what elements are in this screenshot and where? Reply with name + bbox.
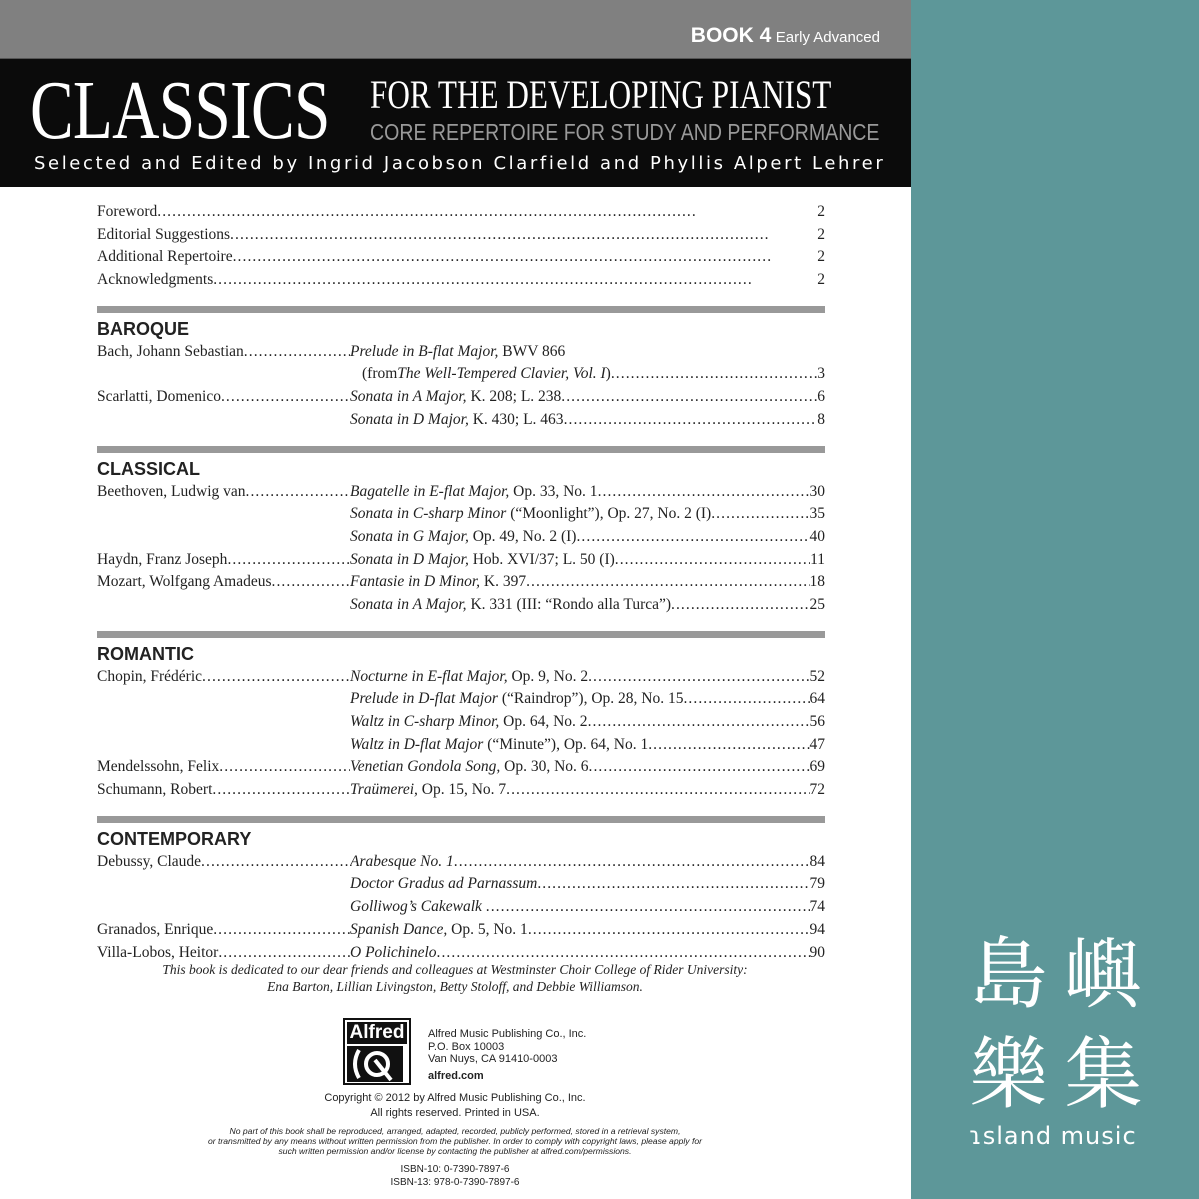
toc-entry <box>97 549 825 572</box>
dot-leader <box>213 269 817 292</box>
dot-leader <box>219 756 350 779</box>
title-rest: FOR THE DEVELOPING PIANIST <box>370 72 832 117</box>
page-number: 40 <box>809 527 825 545</box>
dot-leader <box>246 481 350 504</box>
composer-name: Chopin, Frédéric <box>97 667 203 685</box>
table-of-contents <box>97 201 825 964</box>
toc-entry <box>97 246 825 269</box>
toc-entry <box>97 688 825 711</box>
dot-leader <box>561 386 817 409</box>
composer-name: Bach, Johann Sebastian <box>97 342 244 360</box>
publisher-name: Alfred Music Publishing Co., Inc. <box>428 1028 587 1040</box>
page-number: 18 <box>809 573 825 591</box>
dot-leader <box>202 666 350 689</box>
legal-line: such written permission and/or license by contacting the publisher at alfred.com/permissions. <box>278 1146 632 1156</box>
work-title: Bagatelle in E-flat Major, <box>350 482 510 500</box>
work-title: Sonata in D Major, <box>350 410 469 428</box>
toc-entry <box>97 851 825 874</box>
composer-cell <box>97 896 350 919</box>
composer-cell <box>97 688 350 711</box>
alfred-logo <box>343 1018 411 1085</box>
page-number: 11 <box>810 550 825 568</box>
dot-leader <box>648 734 809 757</box>
dot-leader <box>588 666 809 689</box>
work-cell <box>350 919 825 942</box>
toc-entry <box>97 711 825 734</box>
work-title: Sonata in A Major, <box>350 595 467 613</box>
work-prefix: (from <box>362 365 398 383</box>
work-title: Waltz in C-sharp Minor, <box>350 713 500 730</box>
isbn-13: ISBN-13: 978-0-7390-7897-6 <box>390 1177 520 1188</box>
toc-entry <box>97 896 825 919</box>
dedication-line: Ena Barton, Lillian Livingston, Betty Stoloff, and Debbie Williamson. <box>267 979 643 994</box>
work-cell <box>350 571 825 594</box>
composer-cell <box>97 549 350 572</box>
dot-leader <box>233 246 818 269</box>
dot-leader <box>564 409 818 432</box>
toc-entry <box>97 409 825 432</box>
island-music-panel <box>911 0 1199 1199</box>
toc-entry <box>97 734 825 757</box>
title-main: CLASSICS <box>30 64 330 157</box>
dot-leader <box>221 386 350 409</box>
work-title: O Polichinelo <box>350 943 437 961</box>
dot-leader <box>486 896 810 919</box>
page-number: 56 <box>809 713 825 730</box>
entry-line <box>97 246 825 269</box>
page-number: 64 <box>809 690 825 708</box>
composer-cell <box>97 503 350 526</box>
work-cell <box>350 481 825 504</box>
composer-name: Granados, Enrique <box>97 920 214 938</box>
page-number: 8 <box>817 410 825 428</box>
toc-entry <box>97 386 825 409</box>
work-cell <box>350 756 825 779</box>
work-cell <box>350 594 825 617</box>
work-cell <box>350 896 825 919</box>
dot-leader <box>157 201 817 224</box>
section-heading: CLASSICAL <box>97 458 200 479</box>
page-number: 25 <box>809 595 825 613</box>
dot-leader <box>711 503 809 526</box>
toc-entry <box>97 481 825 504</box>
work-cell <box>350 734 825 757</box>
section-heading: CONTEMPORARY <box>97 828 252 849</box>
section-divider <box>97 306 825 313</box>
logo-char: 集 <box>1064 1030 1143 1120</box>
work-details: (“Moonlight”), Op. 27, No. 2 (I) <box>506 505 712 523</box>
page-number: 52 <box>809 667 825 685</box>
work-details: Op. 9, No. 2 <box>507 667 589 685</box>
clef-icon <box>345 1046 405 1082</box>
rights: All rights reserved. Printed in USA. <box>370 1107 540 1119</box>
composer-name: Haydn, Franz Joseph <box>97 550 228 568</box>
work-details: K. 430; L. 463 <box>468 410 564 428</box>
page-number: 90 <box>809 943 825 961</box>
composer-name: Beethoven, Ludwig van <box>97 482 246 500</box>
work-cell <box>350 851 825 874</box>
work-details: K. 331 (III: “Rondo alla Turca”) <box>466 595 672 613</box>
work-cell <box>350 341 825 364</box>
work-details: K. 397 <box>480 573 527 591</box>
toc-entry <box>97 224 825 247</box>
work-details: Op. 64, No. 2 <box>499 713 588 730</box>
dot-leader <box>588 711 810 734</box>
composer-name: Schumann, Robert <box>97 781 213 799</box>
work-title: The Well-Tempered Clavier, Vol. I <box>397 365 606 383</box>
composer-cell <box>97 711 350 734</box>
island-music-logo <box>961 925 1151 1125</box>
work-title: Arabesque No. 1 <box>350 852 454 870</box>
page-number: 3 <box>817 365 825 383</box>
composer-cell <box>97 756 350 779</box>
logo-char: 嶼 <box>1064 930 1143 1020</box>
legal-notice <box>90 1126 820 1156</box>
work-cell <box>350 688 825 711</box>
section-heading: ROMANTIC <box>97 643 194 664</box>
copyright-block <box>90 1091 820 1121</box>
work-title: Sonata in D Major, <box>350 550 469 568</box>
section-divider <box>97 446 825 453</box>
composer-name: Mozart, Wolfgang Amadeus <box>97 573 272 591</box>
entry-label: Additional Repertoire <box>97 248 233 266</box>
work-cell <box>350 549 825 572</box>
section-classical <box>97 446 825 617</box>
page-number: 6 <box>817 388 825 406</box>
section-divider <box>97 631 825 638</box>
dot-leader <box>454 851 810 874</box>
work-details: Hob. XVI/37; L. 50 (I) <box>468 550 615 568</box>
logo-english: ɿsland music <box>969 1122 1137 1150</box>
page-number: 2 <box>817 248 825 266</box>
composer-cell <box>97 779 350 802</box>
alfred-logo-text: Alfred <box>347 1022 407 1044</box>
page-number: 35 <box>809 505 825 523</box>
section-heading: BAROQUE <box>97 318 190 339</box>
page-number: 2 <box>817 225 825 243</box>
composer-cell <box>97 666 350 689</box>
toc-entry <box>97 269 825 292</box>
entry-label: Acknowledgments <box>97 271 214 289</box>
composer-cell <box>97 363 350 386</box>
composer-cell <box>97 734 350 757</box>
work-title: Prelude in D-flat Major <box>350 690 498 708</box>
book-number: BOOK 4 <box>690 24 772 47</box>
composer-cell <box>97 526 350 549</box>
section-romantic <box>97 631 825 802</box>
work-cell <box>350 779 825 802</box>
work-cell <box>350 409 825 432</box>
dot-leader <box>589 756 810 779</box>
dot-leader <box>683 688 809 711</box>
dot-leader <box>201 851 350 874</box>
level-label: Early Advanced <box>775 29 880 46</box>
toc-entry <box>97 873 825 896</box>
dot-leader <box>244 341 350 364</box>
work-details: (“Minute”), Op. 64, No. 1 <box>483 735 649 753</box>
legal-line: No part of this book shall be reproduced, arranged, adapted, recorded, publicly performed, stored in a retrieval system, <box>229 1126 681 1136</box>
toc-entry <box>97 756 825 779</box>
dot-leader <box>537 873 809 896</box>
page-number: 84 <box>809 852 825 870</box>
toc-entry <box>97 666 825 689</box>
book-level <box>691 24 880 48</box>
dot-leader <box>615 549 810 572</box>
work-cell <box>350 711 825 734</box>
work-cell <box>350 386 825 409</box>
isbn-block <box>90 1163 820 1189</box>
work-details: Op. 33, No. 1 <box>509 482 598 500</box>
work-cell <box>350 503 825 526</box>
dot-leader <box>212 779 350 802</box>
dot-leader <box>611 363 817 386</box>
dedication <box>90 961 820 995</box>
work-title: Sonata in G Major, <box>350 527 469 545</box>
page-number: 79 <box>809 875 825 893</box>
composer-name: Villa-Lobos, Heitor <box>97 943 219 961</box>
dot-leader <box>272 571 350 594</box>
work-title: Waltz in D-flat Major <box>350 735 484 753</box>
composer-cell <box>97 571 350 594</box>
work-title: Doctor Gradus ad Parnassum <box>350 875 538 893</box>
work-details: Op. 49, No. 2 (I) <box>468 527 577 545</box>
subtitle: CORE REPERTOIRE FOR STUDY AND PERFORMANCE <box>370 119 880 145</box>
publisher-city: Van Nuys, CA 91410-0003 <box>428 1053 558 1065</box>
page-number: 2 <box>817 271 825 289</box>
dot-leader <box>671 594 809 617</box>
isbn-10: ISBN-10: 0-7390-7897-6 <box>400 1164 510 1175</box>
composer-cell <box>97 386 350 409</box>
composer-cell <box>97 919 350 942</box>
work-title: Sonata in A Major, <box>350 388 467 406</box>
composer-cell <box>97 851 350 874</box>
toc-entry <box>97 571 825 594</box>
section-baroque <box>97 306 825 432</box>
publisher-web[interactable]: alfred.com <box>428 1069 484 1082</box>
page-number: 47 <box>809 735 825 753</box>
dot-leader <box>526 571 809 594</box>
work-title: Golliwog’s Cakewalk <box>350 898 482 916</box>
work-cell <box>350 526 825 549</box>
work-cell <box>350 363 825 386</box>
legal-line: or transmitted by any means without written permission from the publisher. In order to comply with copyright laws, please apply for <box>207 1136 703 1146</box>
work-cell <box>350 873 825 896</box>
publisher-address <box>428 1028 586 1082</box>
work-cell <box>350 666 825 689</box>
composer-name: Scarlatti, Domenico <box>97 388 221 406</box>
composer-name: Debussy, Claude <box>97 852 202 870</box>
dot-leader <box>528 919 810 942</box>
page-number: 2 <box>817 203 825 220</box>
section-contemporary <box>97 816 825 964</box>
entry-line <box>97 224 825 247</box>
work-details: BWV 866 <box>498 342 566 360</box>
page-number: 30 <box>809 482 825 500</box>
logo-char: 島 <box>969 930 1048 1020</box>
section-divider <box>97 816 825 823</box>
toc-entry <box>97 503 825 526</box>
toc-entry <box>97 201 825 224</box>
logo-char: 樂 <box>969 1030 1048 1120</box>
work-details: Op. 15, No. 7 <box>417 781 507 799</box>
entry-line <box>97 269 825 292</box>
work-details: ) <box>605 365 611 383</box>
publisher-box: P.O. Box 10003 <box>428 1040 505 1053</box>
work-details: K. 208; L. 238 <box>466 388 562 406</box>
dedication-line: This book is dedicated to our dear friends and colleagues at Westminster Choir College of Rider University: <box>162 962 748 977</box>
toc-entry <box>97 526 825 549</box>
work-title: Nocturne in E-flat Major, <box>350 667 508 685</box>
composer-name: Mendelssohn, Felix <box>97 758 220 776</box>
toc-entry <box>97 919 825 942</box>
top-band <box>0 0 911 58</box>
page-number: 94 <box>809 920 825 938</box>
page-number: 69 <box>809 758 825 776</box>
work-title: Traümerei, <box>350 781 418 799</box>
dot-leader <box>598 481 810 504</box>
toc-entry <box>97 594 825 617</box>
toc-entry <box>97 779 825 802</box>
work-title: Venetian Gondola Song, <box>350 758 501 776</box>
dot-leader <box>506 779 809 802</box>
toc-entry <box>97 363 825 386</box>
composer-cell <box>97 481 350 504</box>
work-title: Fantasie in D Minor, <box>350 573 481 591</box>
composer-cell <box>97 594 350 617</box>
dot-leader <box>230 224 817 247</box>
composer-cell <box>97 341 350 364</box>
entry-label: Foreword <box>97 203 158 220</box>
composer-cell <box>97 409 350 432</box>
copyright: Copyright © 2012 by Alfred Music Publishing Co., Inc. <box>324 1092 586 1104</box>
work-title: Sonata in C-sharp Minor <box>350 505 507 523</box>
entry-line <box>97 201 825 224</box>
work-details: (“Raindrop”), Op. 28, No. 15 <box>497 690 684 708</box>
composer-cell <box>97 873 350 896</box>
dot-leader <box>213 919 350 942</box>
editors: Selected and Edited by Ingrid Jacobson Clarfield and Phyllis Alpert Lehrer <box>34 153 886 174</box>
work-title: Prelude in B-flat Major, <box>350 342 499 360</box>
title-banner <box>0 58 911 187</box>
entry-label: Editorial Suggestions <box>97 225 231 243</box>
dot-leader <box>576 526 809 549</box>
toc-entry <box>97 341 825 364</box>
work-details: Op. 5, No. 1 <box>447 920 528 938</box>
work-title: Spanish Dance, <box>350 920 448 938</box>
page-number: 74 <box>809 898 825 916</box>
dot-leader <box>227 549 350 572</box>
work-details: Op. 30, No. 6 <box>500 758 589 776</box>
page-number: 72 <box>809 781 825 799</box>
